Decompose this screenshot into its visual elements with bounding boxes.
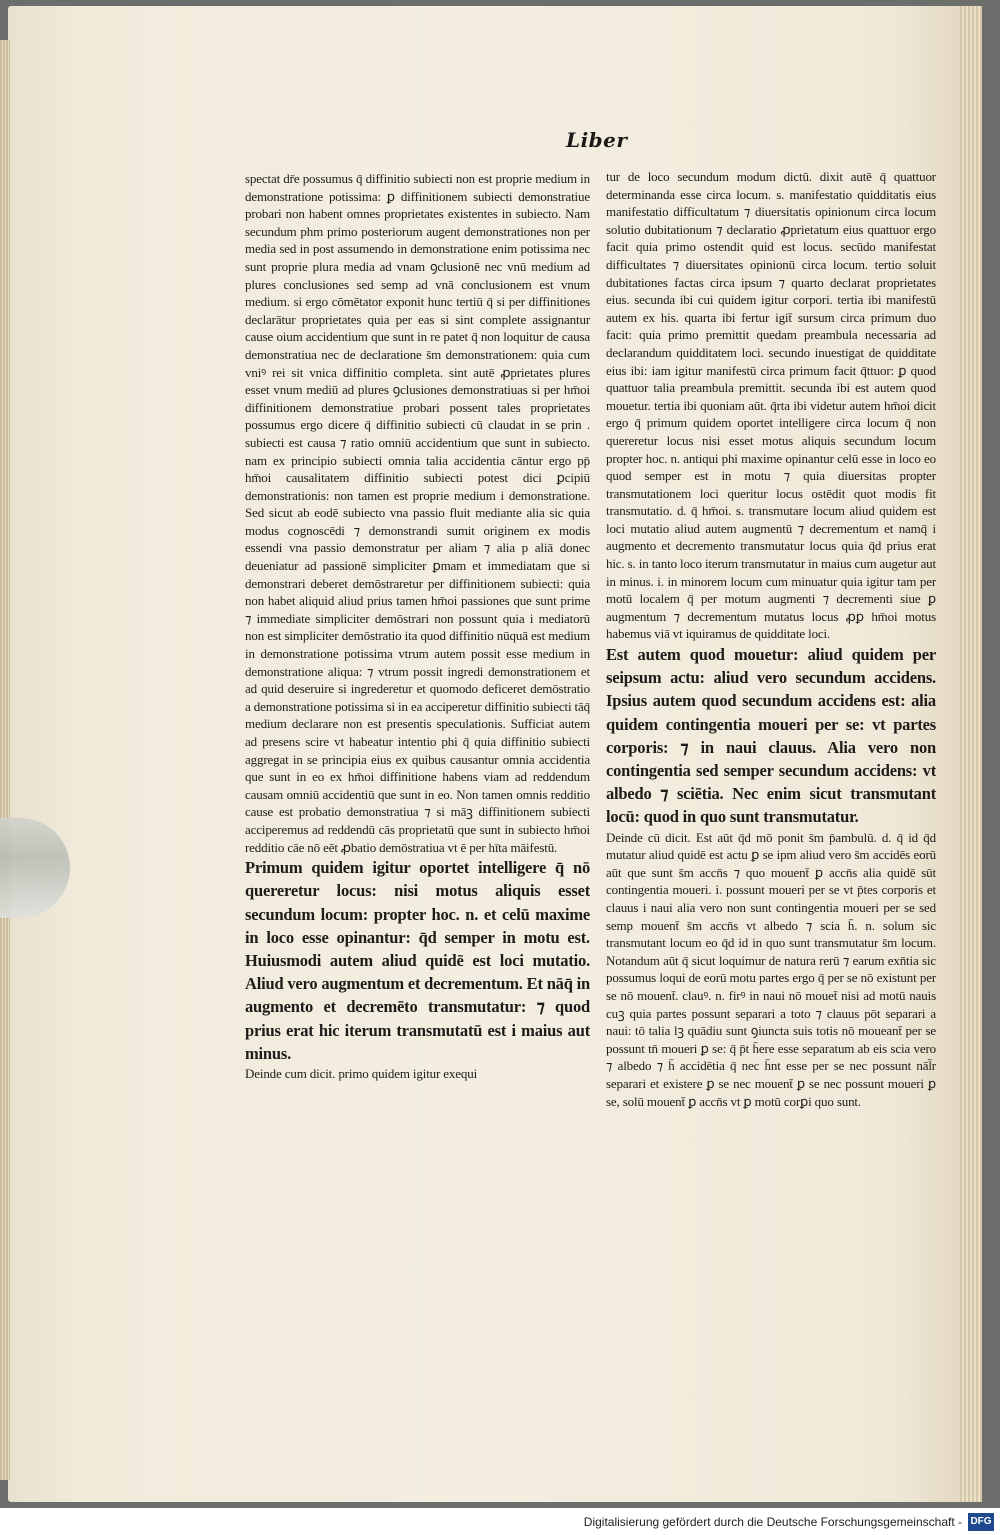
left-commentary-text: spectat dr̄e possumus q̄ diffinitio subiecti non est proprie medium in demonstratione potissima: ꝑ diffinitionem subiecti demonstratiue probari non habent omnes proprietates existentes in subiecto. Nam secundum phm primo posteriorum augent demonstrationes non per media sed in post assumendo in demonstratione enim potissima nec sunt proprie plura media ad vnam ꝯclusionē nec vnū medium ad plures conclusiones sed semp ad vnā conclusionem est vnum medium. si ergo cōmētator exponit hunc tertiū q̄ si per diffinitiones declarātur proprietates quia per eas si sint complete assignantur cause oium accidentium que sunt in re patet q̄ non loquitur de causa demonstratiua nec de declaratione s̄m demonstrationem: quia cum vniꝰ rei sit vnica diffinitio completa. sint autē ꝓprietates plures esset vnum mediū ad plures ꝯclusiones demonstratiuas si per hm̄oi diffinitionem demonstratiue probari possent tales proprietates possumus ergo dicere q̄ diffinitio subiecti cū claudat in se prin . subiecti est causa ⁊ ratio omniū accidentium que sunt in subiecto. nam ex principio subiecti omnia talia accidentia cāntur ergo pp̄ hm̄oi causalitatem diffinitio subiecti potest dici ꝑcipiū demonstrationis: non tamen est proprie medium i demonstratione. Sed sicut ab eodē subiecto vna passio fluit mediante alia sic quia modus cognoscēdi ⁊ demonstrandi sumit originem ex modis essendi vna passio demonstratur per aliam ⁊ alia p aliā donec deueniatur ad passionē simpliciter ꝑmam et immediatam que si demonstrari deberet demōstraretur per diffinitionem subiecti: quia non habet aliquid aliud prius tamen hm̄oi passiones que sunt prime ⁊ immediate simpliciter demōstrari non possunt quia i mediatorū non est simpliciter demōstratio ita quod diffinitio nūquā est medium in demonstratione potissima vtrum autem possit esse medium in demonstratione aliqua: ⁊ vtrum possit ingredi demonstrationem et ad quid deseruire si ingrederetur et quomodo deficeret demōstratio a demonstratione potissima si in ea acciperetur diffinitio subiecti tāq̄ medium declarare non est presentis speculationis. Sufficiat autem ad presens scire vt habeatur intentio phi q̄ quia diffinitio subiecti aggregat in se principia eius ex quibus causantur omnia accidentia que sunt in eo ex hm̄oi diffinitione habens viam ad reddendum causam omniū accidentiū que sunt in eo. Non tamen omnis redditio cause est probatio demonstratiua ⁊ si māꝫ diffinitionem subiecti acciperemus ad reddendū cās proprietatū que sunt in subiecto hm̄oi redditio cāe nō eēt ꝓbatio demōstratiua vt ē per hīta māifestū. <box>245 171 590 855</box>
footer-credit: Digitalisierung gefördert durch die Deutsche Forschungsgemeinschaft - <box>583 1514 962 1529</box>
page-edge-left <box>0 40 10 1480</box>
right-column <box>606 168 936 1110</box>
footer-bar <box>0 1508 1000 1535</box>
right-commentary-text: tur de loco secundum modum dictū. dixit autē q̄ quattuor determinanda esse circa locum. s. manifestatio quidditatis eius manifestatio difficultatum ⁊ diuersitatis opinionum circa locum solutio dubitationum ⁊ declaratio ꝓprietatum eius quattuor ergo facit quia primo ostendit quid est locus. secūdo manifestat difficultates ⁊ diuersitates opinionū circa locum. tertio soluit dubitationes factas circa ipsum ⁊ quarto declarat proprietates eius. secunda ibi cui quidem igitur corpori. tertia ibi manifestū autem ex his. quarta ibi fertur igit̄ sursum circa primum duo facit: quia primo premittit quedam preambula necessaria ad declarandum quidditatem loci. secundo inuestigat de quidditate eius ibi: iam igitur manifestū circa primum facit q̄ttuor: ꝑ quod quattuor talia preambula premittit. secunda ibi est autem quod mouetur. tertia ibi quoniam aūt. q̄rta ibi videtur autem hm̄oi dicit ergo q̄ primum quidem oportet intelligere circa locum q̄ non quereretur locus nisi esset motus aliquis secundum locum propter hoc. n. antiqui phi maxime opinantur celū esse in loco eo quod semper est in motu ⁊ quia diuersitas propter transmutationem loci queritur locus ostēdit quot modis fit transmutatio. d. q̄ hm̄oi. s. transmutare locum aliud quidem est loci mutatio aliud autem augmentū ⁊ decrementum et namq̄ i augmento et decremento transmutatur locus quia q̄d prius erat hic. s. in tanto loco iterum transmutatur in maius cum augetur aut in minus. i. in minorem locum cum minuatur quia igitur tam per motū localem q̄ per motum augmenti ⁊ decrementi siue ꝑ augmentum ⁊ decrementum mutatus locus ꝓꝑ hm̄oi motus habemus viā vt iquiramus de quidditate loci. <box>606 169 936 642</box>
running-head: Liber <box>566 128 628 152</box>
dfg-logo[interactable]: DFG <box>968 1513 994 1531</box>
page-edge-right <box>960 6 982 1502</box>
right-lemma-text: Est autem quod mouetur: aliud quidem per seipsum actu: aliud vero secundum accidens. Ipsius autem quod secundum accidens est: alia quidem contingentia moueri per se: vt partes corporis: ⁊ in naui clauus. Alia vero non contingentia sed semper secundum accidens: vt albedo ⁊ sciētia. Nec enim sicut transmutant locū: quod in quo sunt transmutatur. <box>606 645 936 827</box>
left-commentary-continued: Deinde cum dicit. primo quidem igitur exequi <box>245 1065 478 1081</box>
left-lemma-text: Primum quidem igitur oportet intelligere q̄ nō quereretur locus: nisi motus aliquis esset secundum locum: propter hoc. n. et celū maxime in loco esse opinantur: q̄d semper in motu est. Huiusmodi autem aliud quidē est loci mutatio. Aliud vero augmentum et decrementum. Et nāq̄ in augmento et decremēto transmutatur: ⁊ quod prius erat hic iterum transmutatū est i maius aut minus. <box>245 858 590 1063</box>
right-commentary-continued: Deinde cū dicit. Est aūt q̄d mō ponit s̄m p̄ambulū. d. q̄ id q̄d mutatur aliud quidē est actu ꝑ se ipm aliud vero s̄m accidēs eorū aūt que sunt s̄m accn̄s ⁊ quo mouent̄ ꝑ accn̄s alia quidē sūt contingentia moueri. i. possunt moueri per se vt p̄tes corporis et clauus i naui alia vero non sunt contingentia moueri per se sed semp mouent̄ s̄m accn̄s vt albedo ⁊ scia h̄. n. solum sic transmutant locum eo q̄d id in quo sunt transmutatur s̄m locum. Notandum aūt q̄ sicut loquimur de natura rerū ⁊ earum exn̄tia sic possumus loqui de eorū motu partes ergo q̄ per se nō existunt per se nō mouent̄. clauꝰ. n. firꝰ in naui nō mouet̄ nisi ad motū nauis cuꝫ quia partes possunt separari a toto ⁊ clauus pōt separari a naui: tō talia lꝫ quādiu sunt ꝯiuncta suis totis nō moueant̄ per se possunt tn̄ moueri ꝑ se: q̄ p̄t h̄ere esse separatum ab eis scia vero ⁊ albedo ⁊ h̄ accidētia q̄ nec h̄nt esse per se nec possunt nāl̄r separari et existere ꝑ se nec mouent̄ ꝑ se nec possunt moueri ꝑ se, solū mouent̄ ꝑ accn̄s vt ꝑ motū corꝑi quo sunt. <box>606 829 936 1109</box>
left-column <box>245 170 590 1083</box>
